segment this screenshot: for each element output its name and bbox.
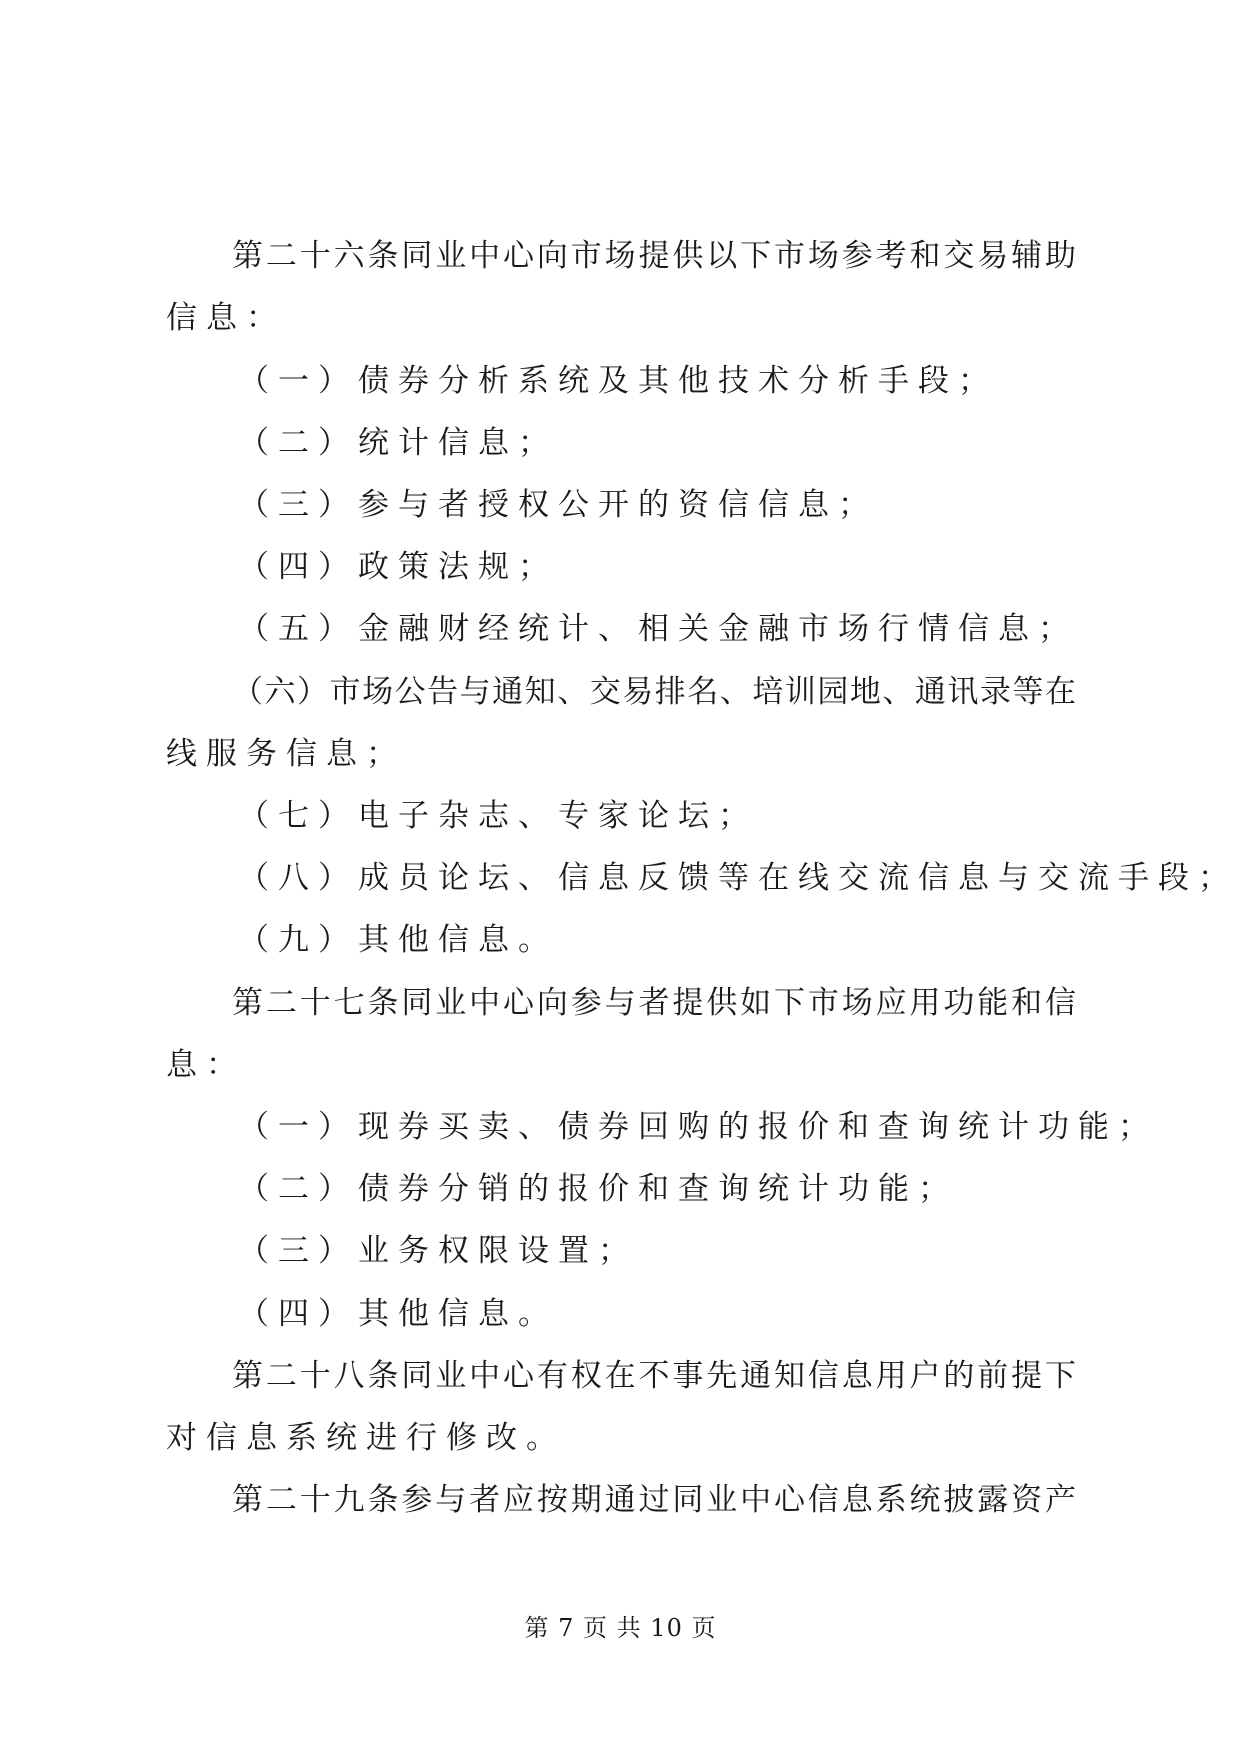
list-item: （四）其他信息。 — [238, 1296, 558, 1332]
list-item: （三）业务权限设置； — [238, 1233, 638, 1269]
article-27-line-2: 息： — [166, 1047, 246, 1083]
list-item: （九）其他信息。 — [238, 922, 558, 958]
article-26-line-1: 第二十六条同业中心向市场提供以下市场参考和交易辅助 — [232, 238, 1076, 274]
list-item: （二）统计信息； — [238, 425, 558, 461]
list-item: （六）市场公告与通知、交易排名、培训园地、通讯录等在 — [232, 674, 1076, 710]
article-29-line-1: 第二十九条参与者应按期通过同业中心信息系统披露资产 — [232, 1482, 1076, 1518]
list-item: （四）政策法规； — [238, 549, 558, 585]
list-item: （七）电子杂志、专家论坛； — [238, 798, 758, 834]
article-26-line-2: 信息： — [166, 300, 286, 336]
list-item-continuation: 线服务信息； — [166, 736, 406, 772]
article-28-line-1: 第二十八条同业中心有权在不事先通知信息用户的前提下 — [232, 1358, 1076, 1394]
page-footer: 第 7 页 共 10 页 — [524, 1614, 717, 1642]
article-28-line-2: 对信息系统进行修改。 — [166, 1420, 566, 1456]
list-item: （八）成员论坛、信息反馈等在线交流信息与交流手段； — [238, 860, 1238, 896]
list-item: （五）金融财经统计、相关金融市场行情信息； — [238, 611, 1078, 647]
list-item: （一）债券分析系统及其他技术分析手段； — [238, 363, 998, 399]
article-27-line-1: 第二十七条同业中心向参与者提供如下市场应用功能和信 — [232, 985, 1076, 1021]
list-item: （二）债券分销的报价和查询统计功能； — [238, 1171, 958, 1207]
list-item: （一）现券买卖、债券回购的报价和查询统计功能； — [238, 1109, 1158, 1145]
list-item: （三）参与者授权公开的资信信息； — [238, 487, 878, 523]
